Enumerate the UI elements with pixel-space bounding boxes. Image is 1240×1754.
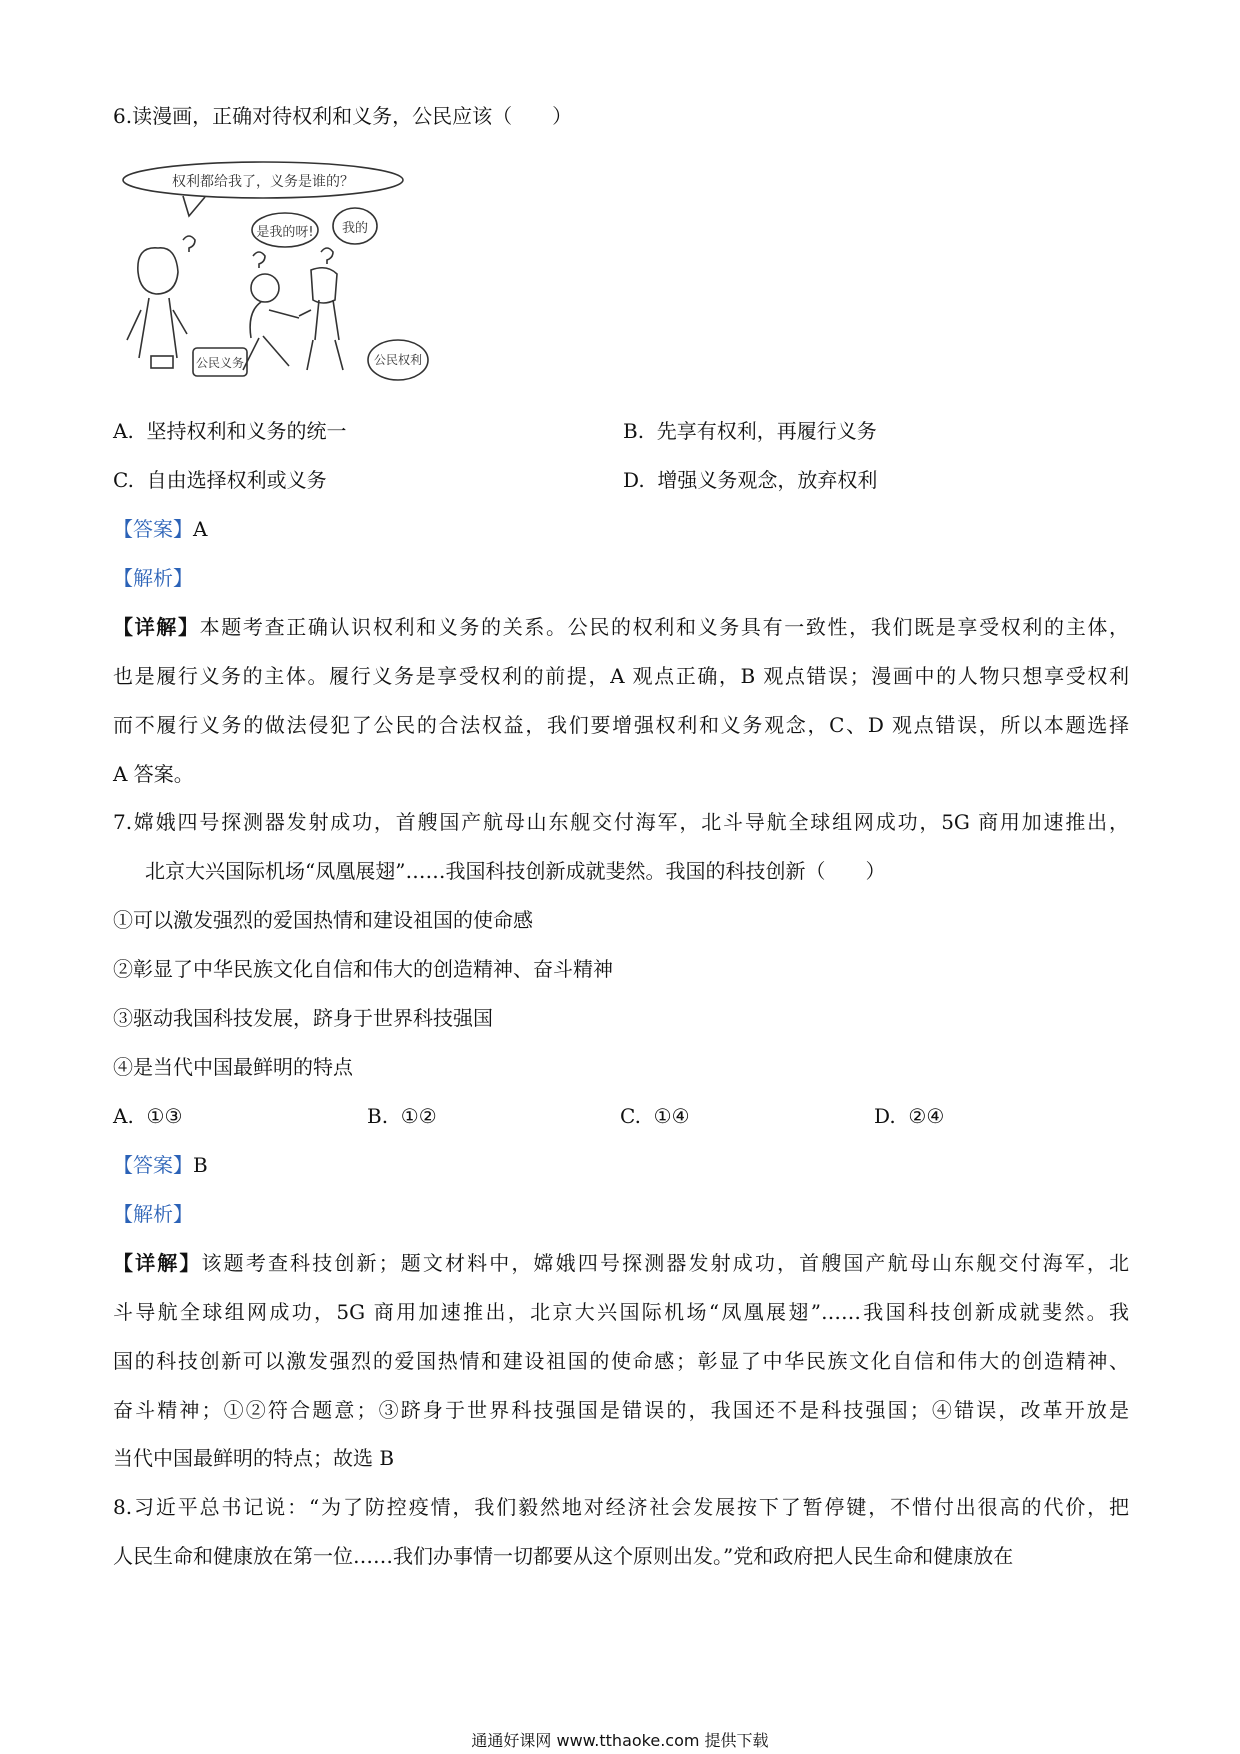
q7-statement-4: ④是当代中国最鲜明的特点 (113, 1055, 353, 1079)
q7-statement-3: ③驱动我国科技发展，跻身于世界科技强国 (113, 1006, 493, 1030)
answer-tag: 【答案】 (113, 517, 193, 541)
q7-option-d: D. ②④ (874, 1104, 945, 1128)
q6-option-d: D. 增强义务观念，放弃权利 (623, 468, 878, 492)
q6-answer: 【答案】A (113, 517, 208, 541)
q7-detail-line-5: 当代中国最鲜明的特点；故选 B (113, 1446, 395, 1470)
q6-detail-line-3: 而不履行义务的做法侵犯了公民的合法权益，我们要增强权利和义务观念，C、D 观点错误，所以本题选择 (113, 713, 1129, 737)
answer-tag: 【答案】 (113, 1153, 193, 1177)
comic-illustration (113, 160, 433, 388)
q7-option-b: B. ①② (367, 1104, 437, 1128)
q6-option-b: B. 先享有权利，再履行义务 (623, 419, 877, 443)
q7-detail-line-2: 斗导航全球组网成功，5G 商用加速推出，北京大兴国际机场“凤凰展翅”……我国科技创新成就斐然。我 (113, 1300, 1129, 1324)
comic-bubble-right: 我的 (341, 221, 369, 236)
q7-option-c: C. ①④ (620, 1104, 690, 1128)
comic-bubble-mid: 是我的呀! (256, 225, 314, 240)
q8-stem-line-2: 人民生命和健康放在第一位……我们办事情一切都要从这个原则出发。”党和政府把人民生命和健康放在 (113, 1544, 1014, 1568)
q6-detail-line-2: 也是履行义务的主体。履行义务是享受权利的前提，A 观点正确，B 观点错误；漫画中的人物只想享受权利 (113, 664, 1129, 688)
q7-stem-line-1: 7.嫦娥四号探测器发射成功，首艘国产航母山东舰交付海军，北斗导航全球组网成功，5G 商用加速推出， (113, 810, 1129, 834)
comic-sign-right: 公民权利 (373, 353, 423, 367)
q7-statement-1: ①可以激发强烈的爱国热情和建设祖国的使命感 (113, 908, 533, 932)
q7-option-a: A. ①③ (113, 1104, 183, 1128)
q6-detail-line-1: 【详解】本题考查正确认识权利和义务的关系。公民的权利和义务具有一致性，我们既是享受权利的主体， (113, 615, 1130, 639)
q6-option-a: A. 坚持权利和义务的统一 (113, 419, 347, 443)
q7-answer: 【答案】B (113, 1153, 208, 1177)
q7-stem-line-2: 北京大兴国际机场“凤凰展翅”……我国科技创新成就斐然。我国的科技创新（ ） (145, 859, 886, 883)
q7-analysis-tag: 【解析】 (113, 1202, 193, 1226)
comic-bubble-top: 权利都给我了，义务是谁的？ (172, 174, 354, 190)
q6-option-c: C. 自由选择权利或义务 (113, 468, 327, 492)
q7-detail-line-4: 奋斗精神；①②符合题意；③跻身于世界科技强国是错误的，我国还不是科技强国；④错误，改革开放是 (113, 1398, 1129, 1422)
q7-statement-2: ②彰显了中华民族文化自信和伟大的创造精神、奋斗精神 (113, 957, 613, 981)
q8-stem-line-1: 8.习近平总书记说：“为了防控疫情，我们毅然地对经济社会发展按下了暂停键，不惜付出很高的代价，把 (113, 1495, 1129, 1519)
q6-analysis-tag: 【解析】 (113, 566, 193, 590)
q6-stem: 6.读漫画，正确对待权利和义务，公民应该（ ） (113, 104, 573, 128)
q7-detail-line-3: 国的科技创新可以激发强烈的爱国热情和建设祖国的使命感；彰显了中华民族文化自信和伟大的创造精神、 (113, 1349, 1129, 1373)
page-footer[interactable]: 通通好课网 www.tthaoke.com 提供下载 (471, 1731, 769, 1750)
q6-detail-line-4: A 答案。 (113, 762, 194, 786)
q7-detail-line-1: 【详解】该题考查科技创新；题文材料中，嫦娥四号探测器发射成功，首艘国产航母山东舰交付海军，北 (113, 1251, 1130, 1275)
comic-sign-left: 公民义务 (195, 356, 245, 370)
